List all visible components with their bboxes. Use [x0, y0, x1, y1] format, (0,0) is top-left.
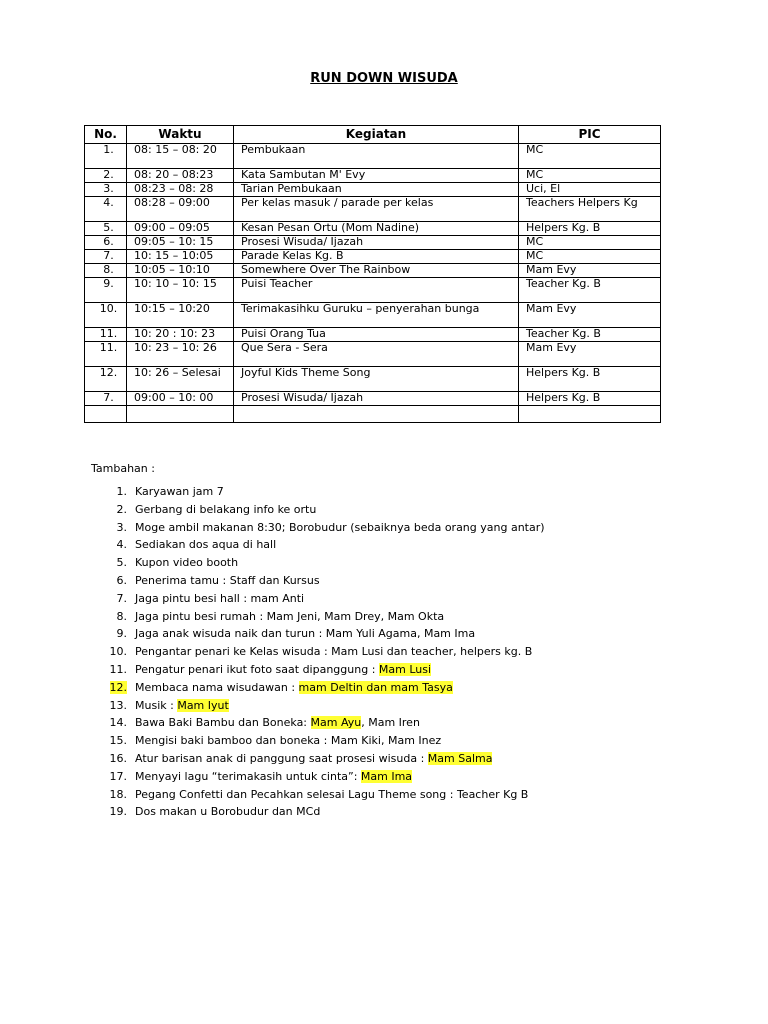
header-pic: PIC: [519, 126, 661, 144]
row-number: 8.: [103, 263, 114, 276]
cell-kegiatan: Kata Sambutan M' Evy: [234, 169, 519, 183]
cell-pic: [519, 406, 661, 423]
list-item-number: [100, 485, 127, 499]
table-row: [85, 303, 661, 328]
list-item-number-text: 13.: [109, 698, 127, 712]
list-item-number-text: 12.: [109, 680, 127, 694]
list-item: [0, 485, 768, 503]
list-item-plain: Dos makan u Borobudur dan MCd: [135, 805, 321, 819]
list-item-plain: Jaga pintu besi hall : mam Anti: [135, 591, 305, 605]
list-item-number: [100, 538, 127, 552]
list-item-text: [135, 485, 224, 499]
header-no: No.: [85, 126, 127, 144]
list-item-number-text: 6.: [116, 574, 127, 587]
list-item-number-text: 1.: [116, 485, 127, 498]
row-number: 2.: [103, 168, 114, 181]
cell-no: [85, 328, 127, 342]
highlighted-name: mam Deltin dan mam Tasya: [298, 680, 453, 694]
list-item-number-text: 11.: [109, 663, 127, 676]
list-item-number: [100, 752, 127, 766]
cell-kegiatan: Puisi Orang Tua: [234, 328, 519, 342]
list-item: [0, 663, 768, 681]
list-item-text: [135, 574, 320, 588]
list-item-number: [100, 770, 127, 784]
cell-no: [85, 303, 127, 328]
list-item-plain: Mengisi baki bamboo dan boneka : Mam Kiki, Mam Inez: [135, 734, 442, 748]
row-number: 3.: [103, 182, 114, 195]
cell-kegiatan: Puisi Teacher: [234, 278, 519, 303]
list-item-plain: Membaca nama wisudawan :: [135, 680, 299, 694]
list-item-plain: Musik :: [135, 698, 178, 712]
cell-kegiatan: Per kelas masuk / parade per kelas: [234, 197, 519, 222]
cell-pic: Mam Evy: [519, 264, 661, 278]
cell-no: [85, 264, 127, 278]
list-item-number-text: 10.: [109, 645, 127, 659]
rundown-table: [84, 125, 661, 423]
list-item: [0, 538, 768, 556]
list-item-number: [100, 592, 127, 606]
additions-label: Tambahan :: [91, 462, 155, 475]
cell-kegiatan: Somewhere Over The Rainbow: [234, 264, 519, 278]
list-item-number: [100, 663, 127, 677]
cell-waktu: [127, 406, 234, 423]
cell-pic: Teacher Kg. B: [519, 328, 661, 342]
list-item-text: [135, 503, 316, 517]
cell-kegiatan: Que Sera - Sera: [234, 342, 519, 367]
list-item-number: [100, 805, 127, 819]
list-item: [0, 805, 768, 823]
list-item: [0, 627, 768, 645]
cell-waktu: 08:28 – 09:00: [127, 197, 234, 222]
list-item: [0, 734, 768, 752]
list-item-number: [100, 610, 127, 624]
cell-pic: Teachers Helpers Kg: [519, 197, 661, 222]
cell-pic: MC: [519, 236, 661, 250]
list-item-text: [135, 716, 420, 730]
list-item-text: [135, 627, 475, 641]
cell-waktu: 08: 20 – 08:23: [127, 169, 234, 183]
table-row: [85, 236, 661, 250]
list-item-plain: Pengatur penari ikut foto saat dipanggung :: [135, 663, 379, 676]
list-item-text: [135, 663, 431, 677]
row-number: 11.: [99, 327, 118, 340]
cell-no: [85, 367, 127, 392]
list-item-number-text: 14.: [109, 716, 127, 730]
cell-waktu: 10: 20 : 10: 23: [127, 328, 234, 342]
list-item-plain: Jaga anak wisuda naik dan turun : Mam Yuli Agama, Mam Ima: [135, 627, 476, 641]
cell-kegiatan: Joyful Kids Theme Song: [234, 367, 519, 392]
cell-waktu: 10: 15 – 10:05: [127, 250, 234, 264]
list-item: [0, 503, 768, 521]
list-item-plain: Jaga pintu besi rumah : Mam Jeni, Mam Drey, Mam Okta: [135, 609, 445, 623]
list-item: [0, 521, 768, 539]
list-item-number-text: 9.: [116, 627, 127, 641]
list-item-number-text: 16.: [109, 752, 127, 765]
list-item-plain: Penerima tamu : Staff dan Kursus: [135, 574, 320, 587]
row-number: 5.: [103, 221, 114, 234]
table-row: [85, 367, 661, 392]
cell-pic: Teacher Kg. B: [519, 278, 661, 303]
list-item: [0, 592, 768, 610]
list-item-number-text: 7.: [116, 591, 127, 605]
cell-waktu: 09:05 – 10: 15: [127, 236, 234, 250]
cell-kegiatan: Terimakasihku Guruku – penyerahan bunga: [234, 303, 519, 328]
list-item-number: [100, 716, 127, 730]
list-item-number: [100, 734, 127, 748]
cell-no: [85, 197, 127, 222]
list-item-number-text: 3.: [116, 520, 127, 534]
table-row: [85, 250, 661, 264]
cell-kegiatan: Prosesi Wisuda/ Ijazah: [234, 236, 519, 250]
cell-no: [85, 144, 127, 169]
highlighted-name: Mam Lusi: [378, 663, 432, 676]
cell-kegiatan: Pembukaan: [234, 144, 519, 169]
list-item-text: [135, 645, 532, 659]
list-item-number-text: 2.: [116, 502, 127, 516]
table-row: [85, 144, 661, 169]
list-item-plain: Pegang Confetti dan Pecahkan selesai Lagu Theme song : Teacher Kg B: [135, 787, 529, 801]
list-item-number: [100, 556, 127, 570]
row-number: 4.: [103, 196, 114, 209]
cell-no: [85, 250, 127, 264]
cell-pic: Mam Evy: [519, 303, 661, 328]
list-item-number-text: 4.: [116, 538, 127, 552]
header-waktu: Waktu: [127, 126, 234, 144]
cell-kegiatan: Tarian Pembukaan: [234, 183, 519, 197]
cell-no: [85, 183, 127, 197]
cell-waktu: 10: 26 – Selesai: [127, 367, 234, 392]
list-item-text: [135, 752, 492, 766]
list-item: [0, 681, 768, 699]
table-row: [85, 328, 661, 342]
list-item-number-text: 15.: [109, 734, 127, 748]
list-item-plain: Pengantar penari ke Kelas wisuda : Mam Lusi dan teacher, helpers kg. B: [135, 645, 533, 659]
highlighted-name: Mam Salma: [427, 752, 493, 765]
cell-waktu: 10: 10 – 10: 15: [127, 278, 234, 303]
cell-no: [85, 406, 127, 423]
row-number: 10.: [99, 302, 118, 315]
cell-waktu: 10:05 – 10:10: [127, 264, 234, 278]
list-item-number: [100, 681, 127, 695]
table-header-row: [85, 126, 661, 144]
cell-waktu: 09:00 – 09:05: [127, 222, 234, 236]
list-item-plain: Menyayi lagu “terimakasih untuk cinta”:: [135, 769, 361, 783]
highlighted-name: Mam Ayu: [310, 716, 362, 730]
cell-kegiatan: Parade Kelas Kg. B: [234, 250, 519, 264]
list-item-plain: Karyawan jam 7: [135, 485, 224, 498]
row-number: 6.: [103, 235, 114, 248]
list-item-plain: Sediakan dos aqua di hall: [135, 538, 277, 552]
cell-kegiatan: Prosesi Wisuda/ Ijazah: [234, 392, 519, 406]
list-item: [0, 610, 768, 628]
list-item-plain: Bawa Baki Bambu dan Boneka:: [135, 716, 311, 730]
list-item-plain: Kupon video booth: [135, 556, 239, 570]
cell-pic: Helpers Kg. B: [519, 222, 661, 236]
highlighted-name: Mam Ima: [360, 769, 413, 783]
list-item-text: [135, 699, 229, 713]
list-item: [0, 788, 768, 806]
list-item-number: [100, 788, 127, 802]
list-item: [0, 574, 768, 592]
cell-waktu: 08:23 – 08: 28: [127, 183, 234, 197]
list-item-text: [135, 805, 320, 819]
cell-pic: Helpers Kg. B: [519, 392, 661, 406]
row-number: 7.: [103, 391, 114, 404]
list-item: [0, 770, 768, 788]
list-item: [0, 556, 768, 574]
cell-pic: MC: [519, 250, 661, 264]
cell-no: [85, 236, 127, 250]
list-item-plain: Gerbang di belakang info ke ortu: [135, 502, 317, 516]
list-item-text: [135, 770, 412, 784]
list-item-number: [100, 699, 127, 713]
table-row: [85, 197, 661, 222]
table-row: [85, 406, 661, 423]
list-item-text: [135, 538, 276, 552]
cell-no: [85, 222, 127, 236]
cell-pic: Helpers Kg. B: [519, 367, 661, 392]
cell-pic: Mam Evy: [519, 342, 661, 367]
row-number: 9.: [103, 277, 114, 290]
cell-kegiatan: [234, 406, 519, 423]
table-row: [85, 278, 661, 303]
list-item-number-text: 18.: [109, 787, 127, 801]
cell-waktu: 08: 15 – 08: 20: [127, 144, 234, 169]
cell-pic: MC: [519, 144, 661, 169]
list-item: [0, 752, 768, 770]
list-item: [0, 716, 768, 734]
cell-no: [85, 392, 127, 406]
list-item-number: [100, 627, 127, 641]
list-item-plain: Moge ambil makanan 8:30; Borobudur (sebaiknya beda orang yang antar): [135, 520, 545, 534]
list-item-number: [100, 503, 127, 517]
cell-pic: MC: [519, 169, 661, 183]
cell-waktu: 10: 23 – 10: 26: [127, 342, 234, 367]
highlighted-name: Mam Iyut: [177, 698, 229, 712]
list-item-text: [135, 556, 238, 570]
list-item-number-text: 19.: [109, 805, 127, 819]
list-item-text: [135, 592, 304, 606]
list-item-text: [135, 610, 444, 624]
list-item-text: [135, 521, 545, 535]
row-number: 11.: [99, 341, 118, 354]
table-row: [85, 183, 661, 197]
list-item-number: [100, 521, 127, 535]
list-item-number-text: 8.: [116, 609, 127, 623]
row-number: 1.: [103, 143, 114, 156]
header-kegiatan: Kegiatan: [234, 126, 519, 144]
list-item-text: [135, 681, 453, 695]
cell-waktu: 10:15 – 10:20: [127, 303, 234, 328]
row-number: 7.: [103, 249, 114, 262]
list-item-number-text: 17.: [109, 769, 127, 783]
list-item-number-text: 5.: [116, 556, 127, 570]
list-item-text: [135, 734, 441, 748]
cell-waktu: 09:00 – 10: 00: [127, 392, 234, 406]
table-row: [85, 222, 661, 236]
cell-pic: Uci, El: [519, 183, 661, 197]
table-row: [85, 342, 661, 367]
table-row: [85, 169, 661, 183]
list-item-text: [135, 788, 528, 802]
document-title: RUN DOWN WISUDA: [310, 71, 458, 86]
cell-no: [85, 169, 127, 183]
list-item: [0, 699, 768, 717]
table-row: [85, 264, 661, 278]
list-item-number: [100, 574, 127, 588]
list-item-plain: Atur barisan anak di panggung saat prosesi wisuda :: [135, 752, 428, 765]
cell-no: [85, 342, 127, 367]
cell-kegiatan: Kesan Pesan Ortu (Mom Nadine): [234, 222, 519, 236]
list-item-number: [100, 645, 127, 659]
row-number: 12.: [99, 366, 118, 379]
table-row: [85, 392, 661, 406]
list-item: [0, 645, 768, 663]
cell-no: [85, 278, 127, 303]
list-item-after: , Mam Iren: [361, 716, 420, 730]
